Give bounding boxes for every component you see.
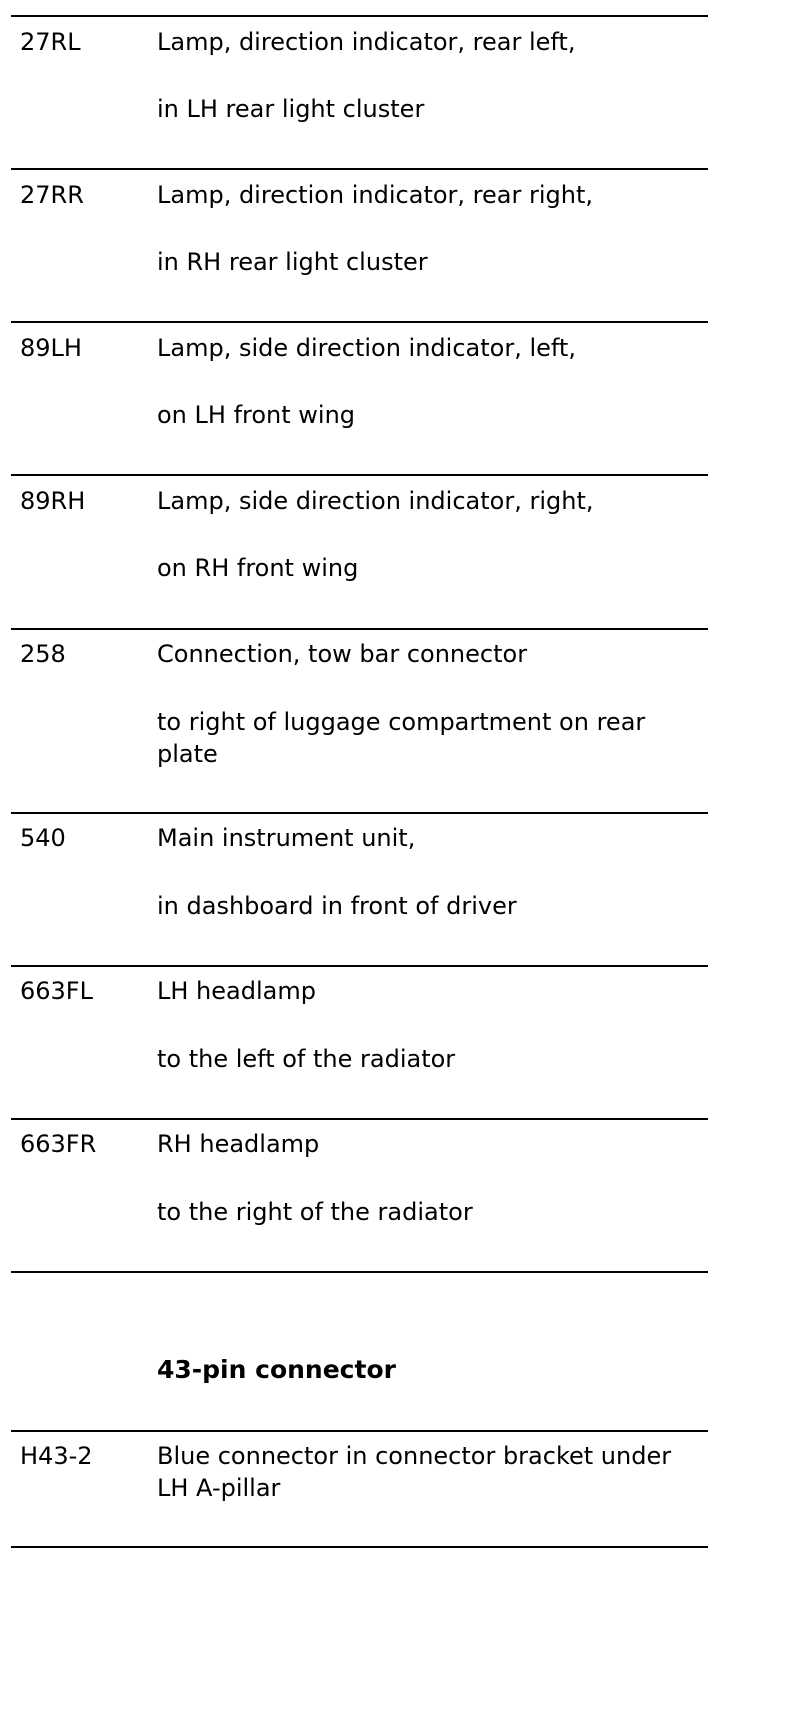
component-location: on LH front wing xyxy=(157,401,356,429)
component-location: in dashboard in front of driver xyxy=(157,892,517,920)
component-description: Main instrument unit, xyxy=(157,824,416,852)
component-description: LH headlamp xyxy=(157,977,316,1005)
component-description: Lamp, direction indicator, rear left, xyxy=(157,28,576,56)
row-divider xyxy=(11,1271,708,1273)
row-divider xyxy=(11,474,708,476)
row-divider xyxy=(11,168,708,170)
component-code: 663FR xyxy=(20,1130,97,1158)
component-description: Connection, tow bar connector xyxy=(157,640,528,668)
row-divider xyxy=(11,1546,708,1548)
row-divider xyxy=(11,15,708,17)
component-code: 89LH xyxy=(20,334,82,362)
component-location: in LH rear light cluster xyxy=(157,95,425,123)
row-divider xyxy=(11,812,708,814)
component-description: Lamp, side direction indicator, right, xyxy=(157,487,594,515)
component-code: 540 xyxy=(20,824,66,852)
component-location: to right of luggage compartment on rear plate xyxy=(157,708,646,768)
component-location: on RH front wing xyxy=(157,554,359,582)
component-location: to the right of the radiator xyxy=(157,1198,473,1226)
connector-code: H43-2 xyxy=(20,1442,93,1470)
component-description: Lamp, direction indicator, rear right, xyxy=(157,181,593,209)
component-location: to the left of the radiator xyxy=(157,1045,456,1073)
component-description: RH headlamp xyxy=(157,1130,320,1158)
section-title: 43-pin connector xyxy=(157,1355,396,1384)
component-code: 89RH xyxy=(20,487,86,515)
connector-description: Blue connector in connector bracket under LH A-pillar xyxy=(157,1442,672,1502)
row-divider xyxy=(11,965,708,967)
component-code: 258 xyxy=(20,640,66,668)
row-divider xyxy=(11,1118,708,1120)
component-code: 27RL xyxy=(20,28,81,56)
row-divider xyxy=(11,321,708,323)
row-divider xyxy=(11,628,708,630)
component-description: Lamp, side direction indicator, left, xyxy=(157,334,576,362)
component-location: in RH rear light cluster xyxy=(157,248,428,276)
component-code: 663FL xyxy=(20,977,93,1005)
component-code: 27RR xyxy=(20,181,84,209)
row-divider xyxy=(11,1430,708,1432)
